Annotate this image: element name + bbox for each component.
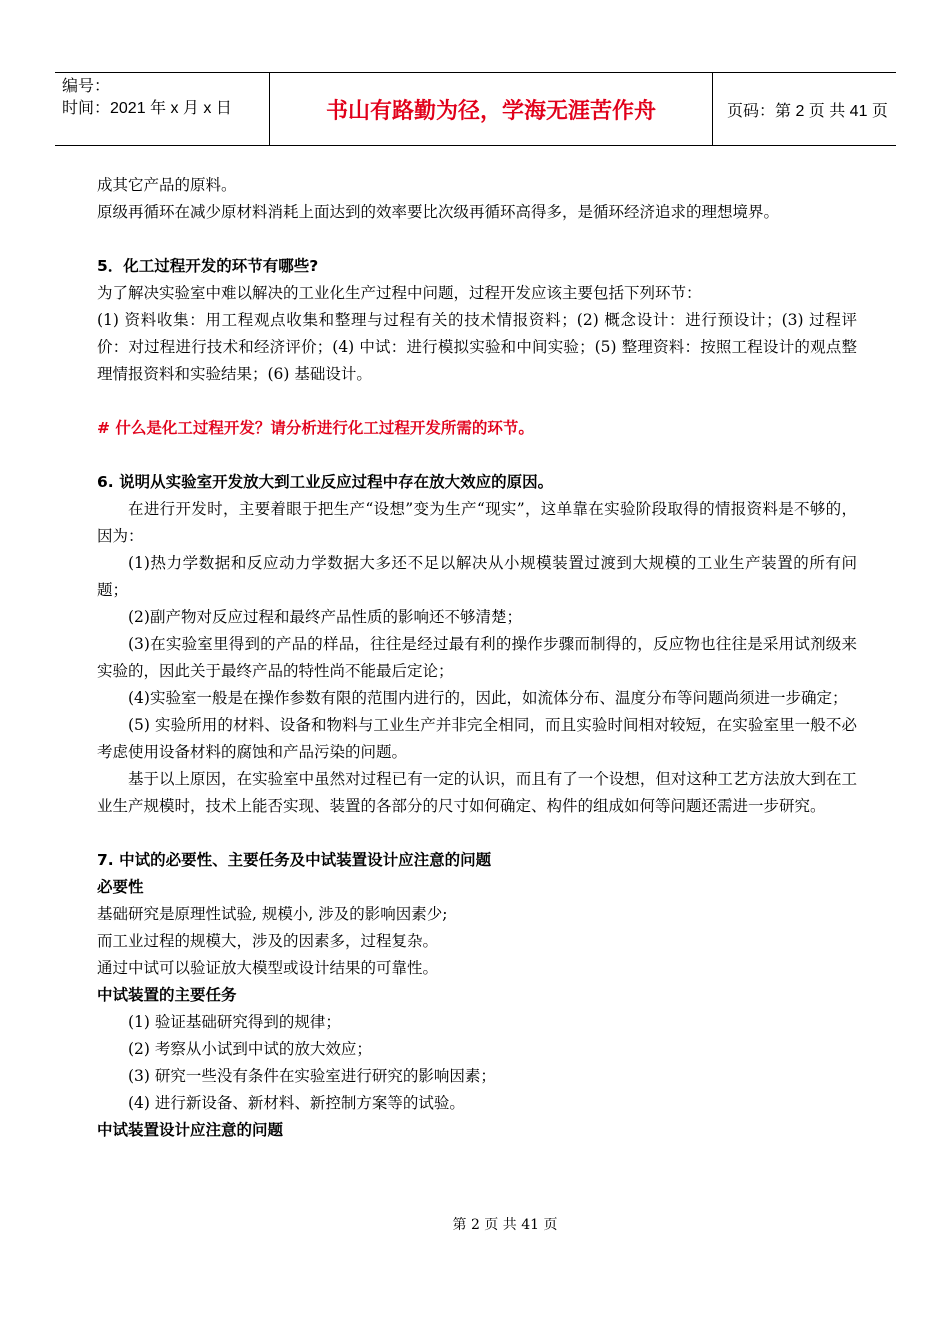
paragraph: 基于以上原因，在实验室中虽然对过程已有一定的认识，而且有了一个设想，但对这种工艺方法放大到在工业生产规模时，技术上能否实现、装置的各部分的尺寸如何确定、构件的组成如何等问题还需进一步研究。 — [97, 770, 857, 815]
subsection-title: 中试装置的主要任务 — [97, 986, 237, 1004]
paragraph: (1) 资料收集：用工程观点收集和整理与过程有关的技术情报资料；(2) 概念设计：进行预设计；(3) 过程评价：对过程进行技术和经济评价；(4) 中试：进行模拟实验和中间实验；(5) 整理资料：按照工程设计的观点整理情报资料和实验结果；(6) 基础设计。 — [97, 311, 857, 383]
paragraph: 基础研究是原理性试验, 规模小, 涉及的影响因素少; — [97, 905, 448, 923]
list-item: (4) 进行新设备、新材料、新控制方案等的试验。 — [128, 1094, 465, 1112]
paragraph: 通过中试可以验证放大模型或设计结果的可靠性。 — [97, 959, 439, 977]
section-title-7: 7. 中试的必要性、主要任务及中试装置设计应注意的问题 — [97, 851, 492, 869]
page-footer: 第 2 页 共 41 页 — [452, 1217, 558, 1233]
list-item: (2)副产物对反应过程和最终产品性质的影响还不够清楚； — [128, 608, 522, 626]
document-body — [97, 172, 857, 1144]
list-item: (1)热力学数据和反应动力学数据大多还不足以解决从小规模装置过渡到大规模的工业生产装置的所有问题； — [97, 554, 857, 599]
header-page-label: 页码：第 2 页 共 41 页 — [727, 102, 888, 120]
header-time: 时间：2021 年 x 月 x 日 — [62, 100, 232, 117]
header-motto: 书山有路勤为径，学海无涯苦作舟 — [270, 73, 713, 145]
section-title-6: 6. 说明从实验室开发放大到工业反应过程中存在放大效应的原因。 — [97, 473, 554, 491]
list-item: (3) 研究一些没有条件在实验室进行研究的影响因素； — [128, 1067, 496, 1085]
page-header — [55, 72, 896, 146]
subsection-title: 中试装置设计应注意的问题 — [97, 1121, 284, 1139]
paragraph: 原级再循环在减少原材料消耗上面达到的效率要比次级再循环高得多，是循环经济追求的理想境界。 — [97, 203, 780, 221]
subsection-title: 必要性 — [97, 878, 144, 896]
paragraph: 成其它产品的原料。 — [97, 176, 237, 194]
list-item: (1) 验证基础研究得到的规律； — [128, 1013, 341, 1031]
list-item: (2) 考察从小试到中试的放大效应； — [128, 1040, 372, 1058]
list-item: (3)在实验室里得到的产品的样品，往往是经过最有利的操作步骤而制得的，反应物也往往是采用试剂级来实验的，因此关于最终产品的特性尚不能最后定论； — [97, 635, 857, 680]
list-item: (5) 实验所用的材料、设备和物料与工业生产并非完全相同，而且实验时间相对较短，在实验室里一般不必考虑使用设备材料的腐蚀和产品污染的问题。 — [97, 716, 857, 761]
red-question: # 什么是化工过程开发？请分析进行化工过程开发所需的环节。 — [97, 419, 534, 437]
paragraph: 而工业过程的规模大，涉及的因素多，过程复杂。 — [97, 932, 439, 950]
header-number: 编号： — [62, 78, 111, 95]
paragraph: 在进行开发时，主要着眼于把生产“设想”变为生产“现实”，这单靠在实验阶段取得的情报资料是不够的，因为： — [97, 500, 857, 545]
section-title-5: 5．化工过程开发的环节有哪些? — [97, 257, 319, 275]
list-item: (4)实验室一般是在操作参数有限的范围内进行的，因此，如流体分布、温度分布等问题尚须进一步确定； — [128, 689, 848, 707]
header-info-cell — [55, 73, 270, 145]
paragraph: 为了解决实验室中难以解决的工业化生产过程中问题，过程开发应该主要包括下列环节： — [97, 284, 702, 302]
